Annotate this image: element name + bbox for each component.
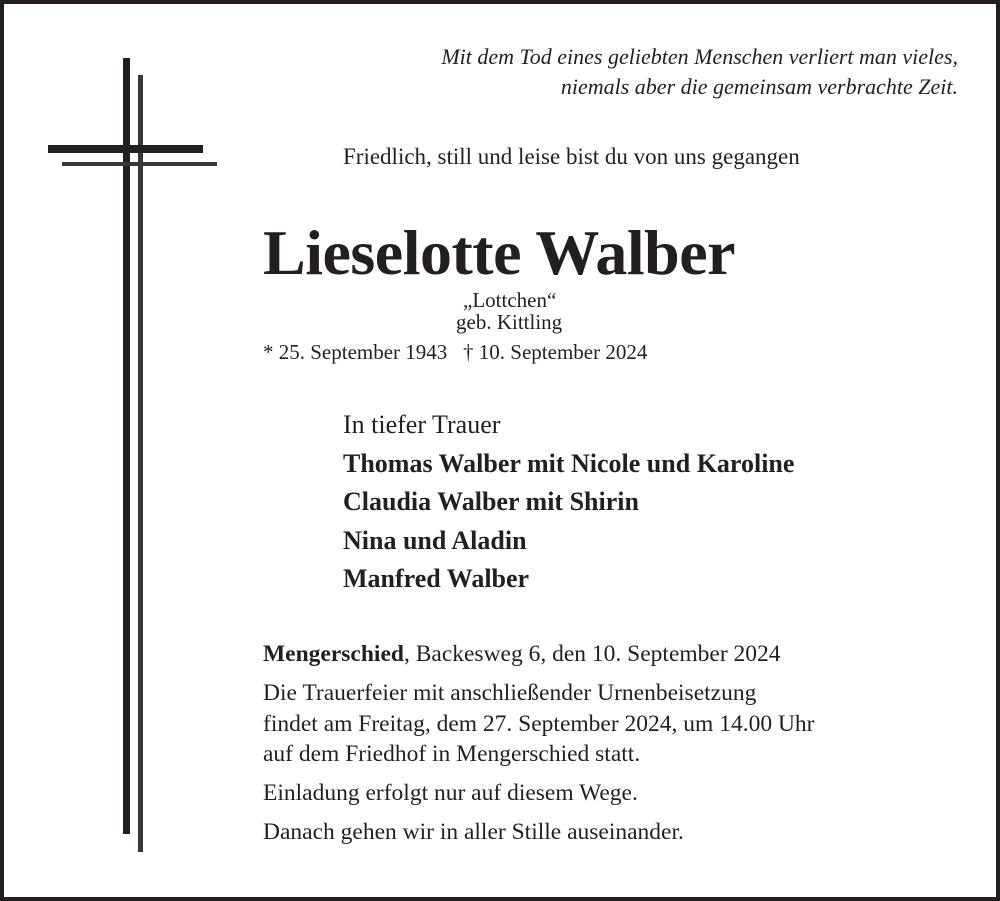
mourner-4: Manfred Walber [343, 564, 530, 593]
town: Mengerschied [263, 641, 404, 667]
mourner-2: Claudia Walber mit Shirin [343, 487, 639, 516]
mourner-3: Nina und Aladin [343, 526, 527, 555]
quote-line-1: Mit dem Tod eines geliebten Menschen verliert man vieles, [441, 44, 958, 69]
place-date-line [263, 641, 781, 668]
notice-line-4: Einladung erfolgt nur auf diesem Wege. [263, 780, 638, 806]
mourners-heading: In tiefer Trauer [343, 410, 501, 439]
notice-line-3: auf dem Friedhof in Mengerschied statt. [263, 741, 641, 767]
quote-line-2: niemals aber die gemeinsam verbrachte Zeit. [560, 74, 958, 99]
life-dates: * 25. September 1943 † 10. September 2024 [263, 340, 648, 364]
address-date: , Backesweg 6, den 10. September 2024 [403, 641, 781, 667]
maiden-name: geb. Kittling [456, 310, 563, 334]
mourner-1: Thomas Walber mit Nicole und Karoline [343, 449, 795, 478]
intro-text: Friedlich, still und leise bist du von uns gegangen [343, 144, 800, 169]
notice-line-2: findet am Freitag, dem 27. September 2024, um 14.00 Uhr [263, 711, 815, 737]
notice-line-5: Danach gehen wir in aller Stille auseinander. [263, 819, 684, 845]
notice-line-1: Die Trauerfeier mit anschließender Urnenbeisetzung [263, 680, 757, 706]
nickname: „Lottchen“ [463, 288, 557, 312]
deceased-name: Lieselotte Walber [263, 217, 735, 288]
